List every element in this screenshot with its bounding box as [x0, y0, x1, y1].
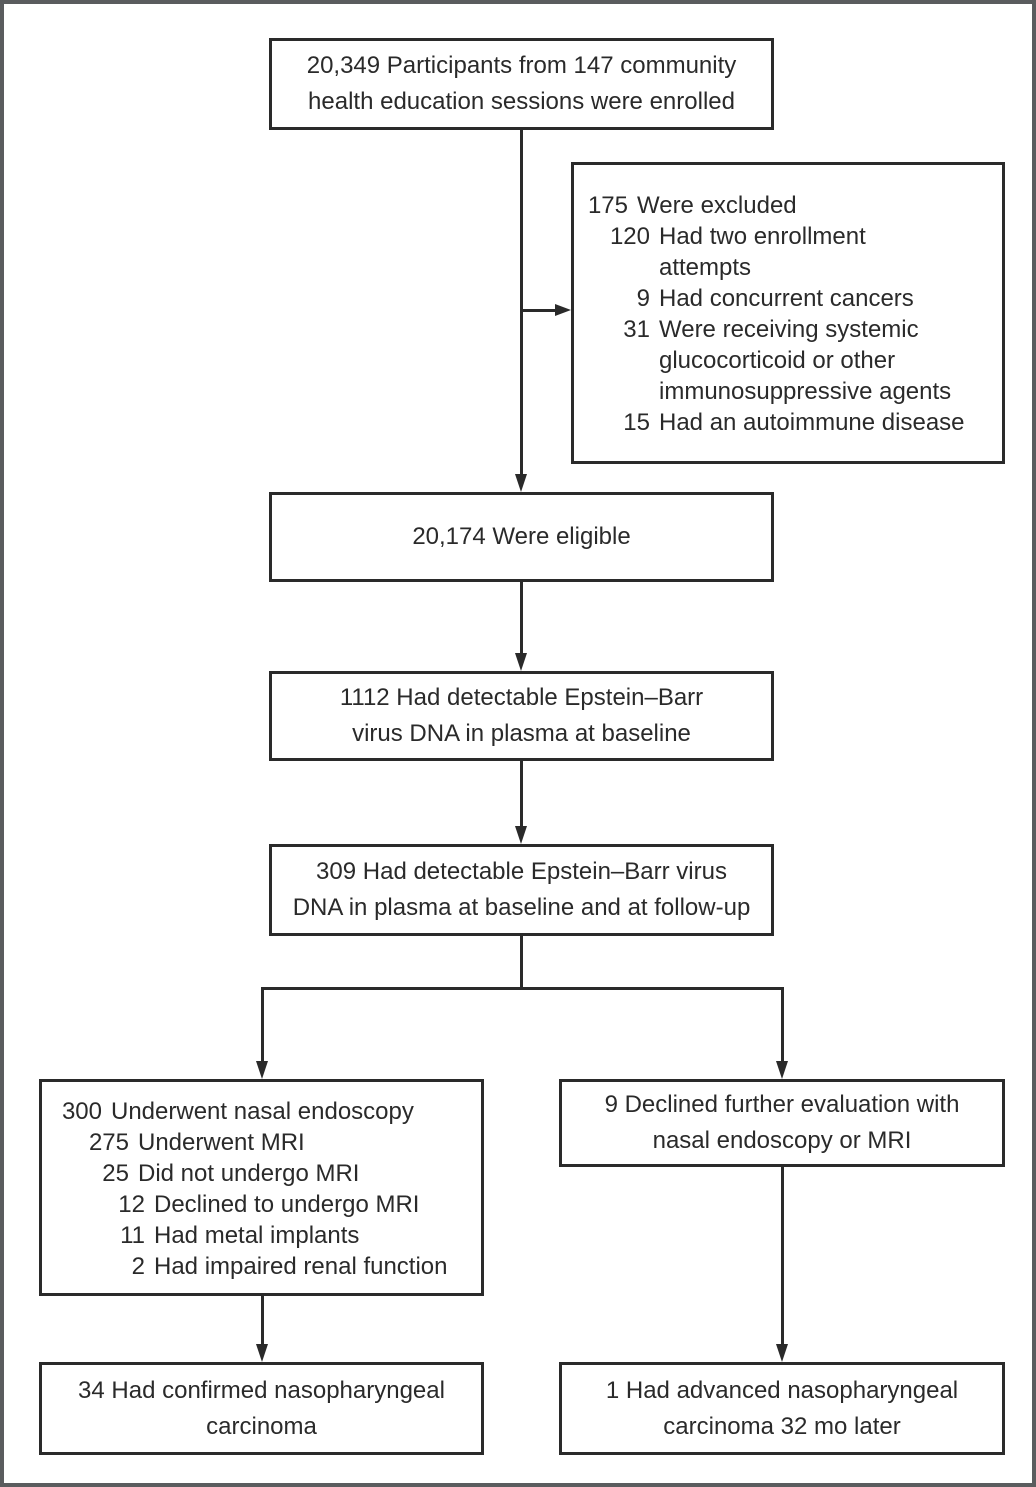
- item-text-line: immunosuppressive agents: [659, 378, 952, 405]
- excluded-item: [582, 314, 996, 407]
- connector-endoscopy-to-confirmed: [261, 1296, 264, 1345]
- item-text-line: Had metal implants: [154, 1222, 360, 1249]
- arrowhead-down-icon: [515, 474, 527, 492]
- item-count: 12: [118, 1191, 145, 1218]
- arrowhead-down-icon: [776, 1061, 788, 1079]
- item-count: 31: [623, 316, 650, 343]
- connector-declined-to-advanced: [781, 1167, 784, 1345]
- item-count: 9: [636, 285, 650, 312]
- item-text-line: Declined to undergo MRI: [154, 1191, 420, 1218]
- item-count: 120: [609, 223, 650, 250]
- item-text-line: attempts: [659, 254, 752, 281]
- box-enrolled-line: 20,349 Participants from 147 community: [306, 52, 737, 79]
- endoscopy-item: [58, 1189, 475, 1220]
- endoscopy-item: [58, 1251, 475, 1282]
- box-declined-evaluation: [559, 1079, 1005, 1167]
- item-text: [659, 221, 996, 283]
- box-enrolled: [269, 38, 774, 130]
- item-text-line: Were excluded: [637, 192, 797, 219]
- box-advanced-line: 1 Had advanced nasopharyngeal: [605, 1376, 959, 1404]
- connector-to-excluded: [521, 309, 555, 312]
- connector-branch-stem: [520, 936, 523, 990]
- item-text: [138, 1158, 475, 1189]
- box-detectable-baseline-line: virus DNA in plasma at baseline: [352, 720, 691, 747]
- item-count: 15: [623, 409, 650, 436]
- connector-branch-left: [261, 987, 264, 1062]
- box-detectable-followup-line: 309 Had detectable Epstein–Barr virus: [316, 858, 727, 885]
- box-excluded: [571, 162, 1005, 464]
- excluded-item: [582, 407, 996, 438]
- connector-branch-right: [781, 987, 784, 1062]
- item-count: 25: [102, 1160, 129, 1187]
- item-text-line: Had two enrollment: [659, 223, 866, 250]
- arrowhead-down-icon: [256, 1344, 268, 1362]
- item-text-line: Had concurrent cancers: [659, 285, 914, 312]
- item-text: [111, 1096, 475, 1127]
- arrowhead-down-icon: [515, 653, 527, 671]
- item-text: [659, 407, 996, 438]
- excluded-item: [582, 221, 996, 283]
- item-text-line: Did not undergo MRI: [138, 1160, 360, 1187]
- box-endoscopy: [39, 1079, 484, 1296]
- arrowhead-right-icon: [555, 304, 571, 316]
- box-detectable-followup: [269, 844, 774, 936]
- box-eligible-line: 20,174 Were eligible: [412, 523, 631, 550]
- box-confirmed-line: carcinoma: [206, 1412, 317, 1440]
- box-declined-line: nasal endoscopy or MRI: [652, 1127, 912, 1154]
- item-text: [637, 190, 996, 221]
- box-eligible: [269, 492, 774, 582]
- box-declined-line: 9 Declined further evaluation with: [604, 1091, 960, 1118]
- item-count: 300: [61, 1098, 102, 1125]
- box-detectable-followup-line: DNA in plasma at baseline and at follow-up: [292, 894, 751, 921]
- item-count: 175: [587, 192, 628, 219]
- box-confirmed-carcinoma: [39, 1362, 484, 1455]
- arrowhead-down-icon: [776, 1344, 788, 1362]
- item-text: [659, 283, 996, 314]
- endoscopy-item: [58, 1096, 475, 1127]
- excluded-item: [582, 190, 996, 221]
- item-count: 275: [88, 1129, 129, 1156]
- item-text: [154, 1189, 475, 1220]
- connector-detectable-to-followup: [520, 761, 523, 827]
- item-text-line: glucocorticoid or other: [659, 347, 896, 374]
- connector-enrolled-to-eligible: [520, 130, 523, 475]
- box-confirmed-line: 34 Had confirmed nasopharyngeal: [78, 1376, 445, 1404]
- item-text-line: Underwent nasal endoscopy: [111, 1098, 414, 1125]
- box-enrolled-line: health education sessions were enrolled: [308, 88, 735, 115]
- excluded-item: [582, 283, 996, 314]
- item-text: [138, 1127, 475, 1158]
- endoscopy-item: [58, 1127, 475, 1158]
- endoscopy-item: [58, 1220, 475, 1251]
- connector-eligible-to-detectable: [520, 582, 523, 654]
- item-text-line: Underwent MRI: [138, 1129, 305, 1156]
- box-detectable-baseline-line: 1112 Had detectable Epstein–Barr: [339, 684, 704, 711]
- box-advanced-carcinoma: [559, 1362, 1005, 1455]
- item-text-line: Were receiving systemic: [659, 316, 919, 343]
- arrowhead-down-icon: [515, 826, 527, 844]
- item-text: [154, 1251, 475, 1282]
- endoscopy-item: [58, 1158, 475, 1189]
- box-advanced-line: carcinoma 32 mo later: [663, 1412, 901, 1440]
- item-text-line: Had impaired renal function: [154, 1253, 448, 1280]
- item-count: 11: [120, 1222, 145, 1249]
- item-count: 2: [131, 1253, 145, 1280]
- item-text: [659, 314, 996, 407]
- item-text: [154, 1220, 475, 1251]
- arrowhead-down-icon: [256, 1061, 268, 1079]
- box-detectable-baseline: [269, 671, 774, 761]
- connector-branch-horizontal: [261, 987, 784, 990]
- item-text-line: Had an autoimmune disease: [659, 409, 965, 436]
